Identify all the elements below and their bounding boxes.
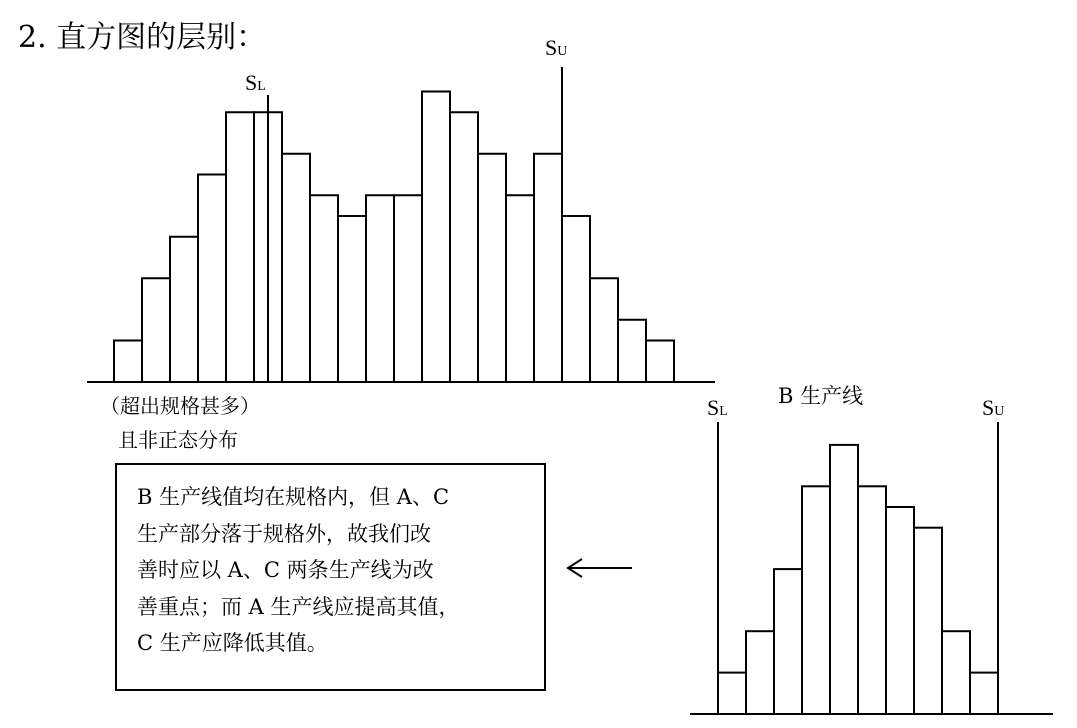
histogram-bar xyxy=(142,278,170,382)
histogram-bar xyxy=(338,216,366,382)
histogram-bar xyxy=(478,154,506,382)
conclusion-line: B 生产线值均在规格内，但 A、C xyxy=(137,485,450,509)
histogram-bar xyxy=(774,569,802,714)
histogram-bar xyxy=(618,320,646,382)
histogram-bar xyxy=(718,673,746,714)
histogram-bar xyxy=(170,237,198,382)
conclusion-line: C 生产应降低其值。 xyxy=(137,631,328,655)
histogram-bar xyxy=(646,341,674,383)
histogram-bar xyxy=(450,112,478,382)
histogram-bar xyxy=(914,528,942,714)
histogram-bar xyxy=(970,673,998,714)
conclusion-line: 生产部分落于规格外，故我们改 xyxy=(137,521,431,546)
histogram-bar xyxy=(422,92,450,383)
histogram-bar xyxy=(310,195,338,382)
histogram-bar xyxy=(562,216,590,382)
histogram-bar xyxy=(198,175,226,383)
histogram-bar xyxy=(506,195,534,382)
histogram-bar xyxy=(858,486,886,714)
conclusion-line: 善时应以 A、C 两条生产线为改 xyxy=(137,558,434,582)
histogram-bar xyxy=(886,507,914,714)
page-title: 2. 直方图的层别： xyxy=(18,20,267,55)
histogram-bar xyxy=(746,631,774,714)
histogram-bar xyxy=(226,112,254,382)
histogram-bar xyxy=(802,486,830,714)
histogram-bar xyxy=(590,278,618,382)
conclusion-line: 善重点；而 A 生产线应提高其值， xyxy=(137,594,460,619)
histogram-bar xyxy=(830,445,858,714)
histogram-bar xyxy=(366,195,394,382)
left-chart-note: （超出规格甚多） xyxy=(100,394,260,418)
right-chart-title: B 生产线 xyxy=(778,384,864,408)
left-sl-label: SL xyxy=(245,70,266,95)
histogram-bar xyxy=(942,631,970,714)
right-sl-label: SL xyxy=(707,395,728,420)
left-su-label: SU xyxy=(545,35,568,60)
right-su-label: SU xyxy=(982,395,1005,420)
histogram-bar xyxy=(114,341,142,383)
histogram-bar xyxy=(394,195,422,382)
left-chart-note-2: 且非正态分布 xyxy=(118,428,238,452)
histogram-bar xyxy=(282,154,310,382)
histogram-bar xyxy=(534,154,562,382)
conclusion-box xyxy=(115,463,546,691)
